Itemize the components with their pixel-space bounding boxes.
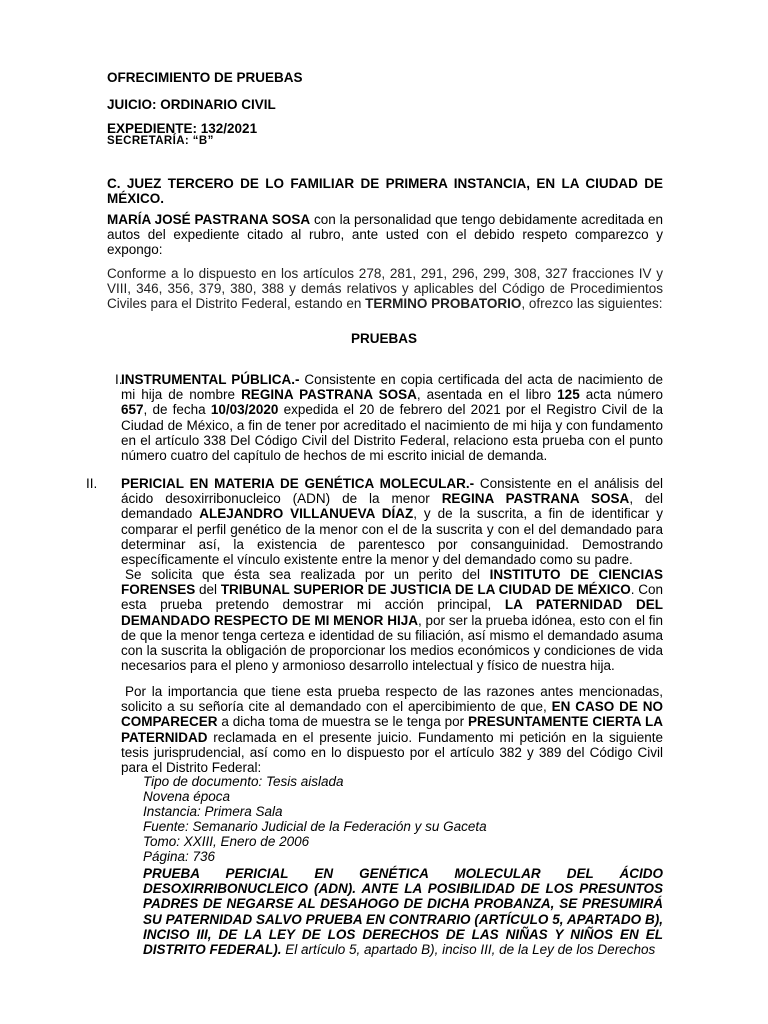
prueba1-libro: 125	[557, 387, 580, 403]
conforme-text-a: Conforme a lo dispuesto en los artículos 278, 281, 291, 296, 299, 308, 327 fracciones IV y VIII, 346, 356, 379, 380, 388 y demás relativos y aplicables del Código de Procedimientos Civiles para el Distrito Federal, estando en	[107, 266, 663, 312]
prueba2-text: , y de la suscrita, a fin de identificar y comparar el perfil genético de la menor con el de la suscrita y con el del demandado para determinar así, la existencia de parentesco por consanguinidad. Demostrando específicamente el vínculo existente entre la menor y del demandado como su padre.	[121, 506, 663, 568]
no-comparecer: EN CASO DE NO COMPARECER	[121, 699, 663, 730]
tesis-instancia: Instancia: Primera Sala	[143, 804, 283, 819]
importancia-text: reclamada en el presente juicio. Fundamento mi petición en la siguiente tesis jurisprudencial, así como en lo dispuesto por el artículo 382 y 389 del Código Civil para el Distrito Federal:	[121, 729, 663, 776]
prueba2-text: Consistente en el análisis del ácido desoxirribonucleico (ADN) de la menor	[121, 476, 663, 507]
prueba1-title: INSTRUMENTAL PÚBLICA.-	[121, 372, 300, 387]
prueba2-title: PERICIAL EN MATERIA DE GENÉTICA MOLECULAR.-	[121, 476, 475, 491]
importancia-text: a dicha toma de muestra se le tenga por	[217, 714, 468, 730]
prueba2-child-name: REGINA PASTRANA SOSA	[441, 491, 630, 507]
pruebas-heading: PRUEBAS	[350, 331, 417, 346]
addressee: C. JUEZ TERCERO DE LO FAMILIAR DE PRIMERA INSTANCIA, EN LA CIUDAD DE MÉXICO.	[107, 176, 663, 207]
solicitud-text: . Con esta prueba pretendo demostrar mi acción principal,	[121, 582, 663, 613]
prueba1-text: acta número	[579, 387, 663, 403]
prueba1-text: expedida el 20 de febrero del 2021 por el Registro Civil de la Ciudad de México, a fin de tener por acreditado el nacimiento de mi hija y con fundamento en el artículo 338 Del Código Civil del Distrito Federal, relaciono esta prueba con el punto número cuatro del capítulo de hechos de mi escrito inicial de demanda.	[121, 402, 664, 464]
prueba1-child-name: REGINA PASTRANA SOSA	[241, 387, 417, 403]
secretaria-line: SECRETARÍA: “B”	[107, 135, 214, 147]
promovente-name: MARÍA JOSÉ PASTRANA SOSA	[107, 212, 311, 227]
prueba2-defendant-name: ALEJANDRO VILLANUEVA DÍAZ	[199, 506, 414, 522]
solicitud-text: del	[195, 582, 221, 598]
tesis-rubro: PRUEBA PERICIAL EN GENÉTICA MOLECULAR DEL ÁCIDO DESOXIRRIBONUCLEICO (ADN). ANTE LA POSIBILIDAD DE LOS PRESUNTOS PADRES DE NEGARSE AL DESAHOGO DE DICHA PROBANZA, SE PRESUMIRÁ SU PATERNIDAD SALVO PRUEBA EN CONTRARIO (ARTÍCULO 5, APARTADO B), INCISO III, DE LA LEY DE LOS DERECHOS DE LAS NIÑAS Y NIÑOS EN EL DISTRITO FEDERAL).	[143, 866, 663, 958]
termino-probatorio: TERMINO PROBATORIO	[365, 296, 522, 312]
prueba1-number: I.	[115, 372, 123, 387]
prueba1-text: , de fecha	[143, 402, 211, 418]
prueba2-paragraph	[121, 476, 663, 567]
conforme-text-b: , ofrezco las siguientes:	[521, 296, 663, 312]
tesis-rubro-paragraph	[143, 866, 663, 957]
importancia-text: Por la importancia que tiene esta prueba respecto de las razones antes mencionadas, solicito a su señoría cite al demandado con el apercibimiento de que,	[121, 684, 663, 715]
tesis-tipo: Tipo de documento: Tesis aislada	[143, 774, 344, 789]
conforme-paragraph	[107, 266, 663, 312]
expediente-line: EXPEDIENTE: 132/2021	[107, 121, 258, 136]
solicitud-text: Se solicita que ésta sea realizada por un perito del	[125, 567, 490, 582]
presuntamente-cierta: PRESUNTAMENTE CIERTA LA PATERNIDAD	[121, 714, 663, 745]
prueba1-text: , asentada en el libro	[416, 387, 558, 403]
intro-text: con la personalidad que tengo debidamente acreditada en autos del expediente citado al rubro, ante usted con el debido respeto comparezco y expongo:	[107, 212, 663, 258]
prueba2-number: II.	[86, 476, 98, 491]
prueba1-text: Consistente en copia certificada del acta de nacimiento de mi hija de nombre	[121, 372, 663, 403]
accion-principal: LA PATERNIDAD DEL DEMANDADO RESPECTO DE MI MENOR HIJA	[121, 597, 663, 628]
tesis-epoca: Novena época	[143, 789, 231, 804]
tesis-fuente: Fuente: Semanario Judicial de la Federación y su Gaceta	[143, 819, 487, 834]
juicio-line: JUICIO: ORDINARIO CIVIL	[107, 97, 276, 112]
tesis-tomo: Tomo: XXIII, Enero de 2006	[143, 834, 310, 849]
instituto-name: INSTITUTO DE CIENCIAS FORENSES	[121, 567, 663, 598]
tesis-tail: El artículo 5, apartado B), inciso III, de la Ley de los Derechos	[281, 942, 656, 958]
solicitud-text: , por ser la prueba idónea, esto con el fin de que la menor tenga certeza e identidad de su filiación, así mismo el demandado asuma con la suscrita la obligación de proporcionar los medios económicos y condiciones de vida necesarios para el pleno y armonioso desarrollo intelectual y físico de nuestra hija.	[121, 612, 664, 674]
importancia-paragraph	[121, 684, 663, 775]
prueba2-text: , del demandado	[121, 491, 664, 522]
tesis-pagina: Página: 736	[143, 849, 216, 864]
document-title: OFRECIMIENTO DE PRUEBAS	[107, 70, 303, 85]
prueba1-paragraph	[121, 372, 663, 463]
intro-paragraph	[107, 212, 663, 258]
prueba1-acta: 657	[121, 402, 144, 418]
solicitud-paragraph	[121, 567, 663, 673]
prueba1-fecha: 10/03/2020	[210, 402, 279, 418]
tribunal-name: TRIBUNAL SUPERIOR DE JUSTICIA DE LA CIUDAD DE MÉXICO	[220, 582, 631, 598]
